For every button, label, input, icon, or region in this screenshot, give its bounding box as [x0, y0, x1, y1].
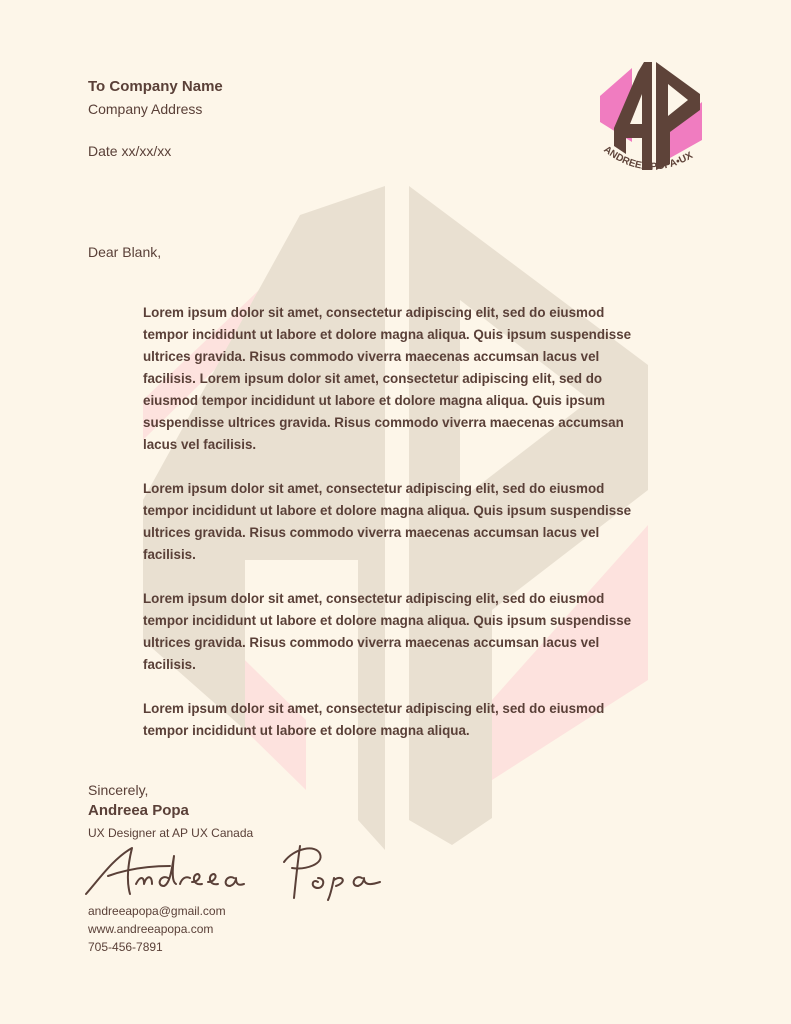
letter-date: Date xx/xx/xx — [88, 143, 172, 159]
recipient-name: To Company Name — [88, 78, 223, 95]
logo-caption: ANDREEA POPA•UX — [601, 144, 695, 173]
salutation: Dear Blank, — [88, 244, 162, 260]
handwritten-signature — [80, 838, 390, 902]
body-paragraph: Lorem ipsum dolor sit amet, consectetur adipiscing elit, sed do eiusmod tempor incididunt ut labore et dolore magna aliqua. Quis ipsum suspendisse ultrices gravida. Risus commodo viverra maecenas accumsan lacus vel facilisis. — [143, 591, 632, 672]
closing-phrase: Sincerely, — [88, 782, 149, 798]
letter-body — [143, 302, 636, 764]
body-paragraph: Lorem ipsum dolor sit amet, consectetur adipiscing elit, sed do eiusmod tempor incididunt ut labore et dolore magna aliqua. Quis ipsum suspendisse ultrices gravida. Risus commodo viverra maecenas accumsan lacus vel facilisis. Lorem ipsum dolor sit amet, consectetur adipiscing elit, sed do eiusmod tempor incididunt ut labore et dolore magna aliqua. Quis ipsum suspendisse ultrices gravida. Risus commodo viverra maecenas accumsan lacus vel facilisis. — [143, 305, 632, 452]
contact-website: www.andreeapopa.com — [88, 922, 214, 936]
sender-role: UX Designer at AP UX Canada — [88, 826, 254, 840]
contact-phone: 705-456-7891 — [88, 940, 163, 954]
body-paragraph: Lorem ipsum dolor sit amet, consectetur adipiscing elit, sed do eiusmod tempor incididunt ut labore et dolore magna aliqua. — [143, 701, 605, 738]
ap-logo — [592, 58, 708, 178]
body-paragraph: Lorem ipsum dolor sit amet, consectetur adipiscing elit, sed do eiusmod tempor incididunt ut labore et dolore magna aliqua. Quis ipsum suspendisse ultrices gravida. Risus commodo viverra maecenas accumsan lacus vel facilisis. — [143, 481, 632, 562]
recipient-address: Company Address — [88, 101, 203, 117]
contact-block — [88, 902, 226, 956]
closing-block — [88, 780, 253, 844]
contact-email: andreeapopa@gmail.com — [88, 904, 226, 918]
sender-name: Andreea Popa — [88, 802, 189, 819]
recipient-block — [88, 77, 223, 121]
